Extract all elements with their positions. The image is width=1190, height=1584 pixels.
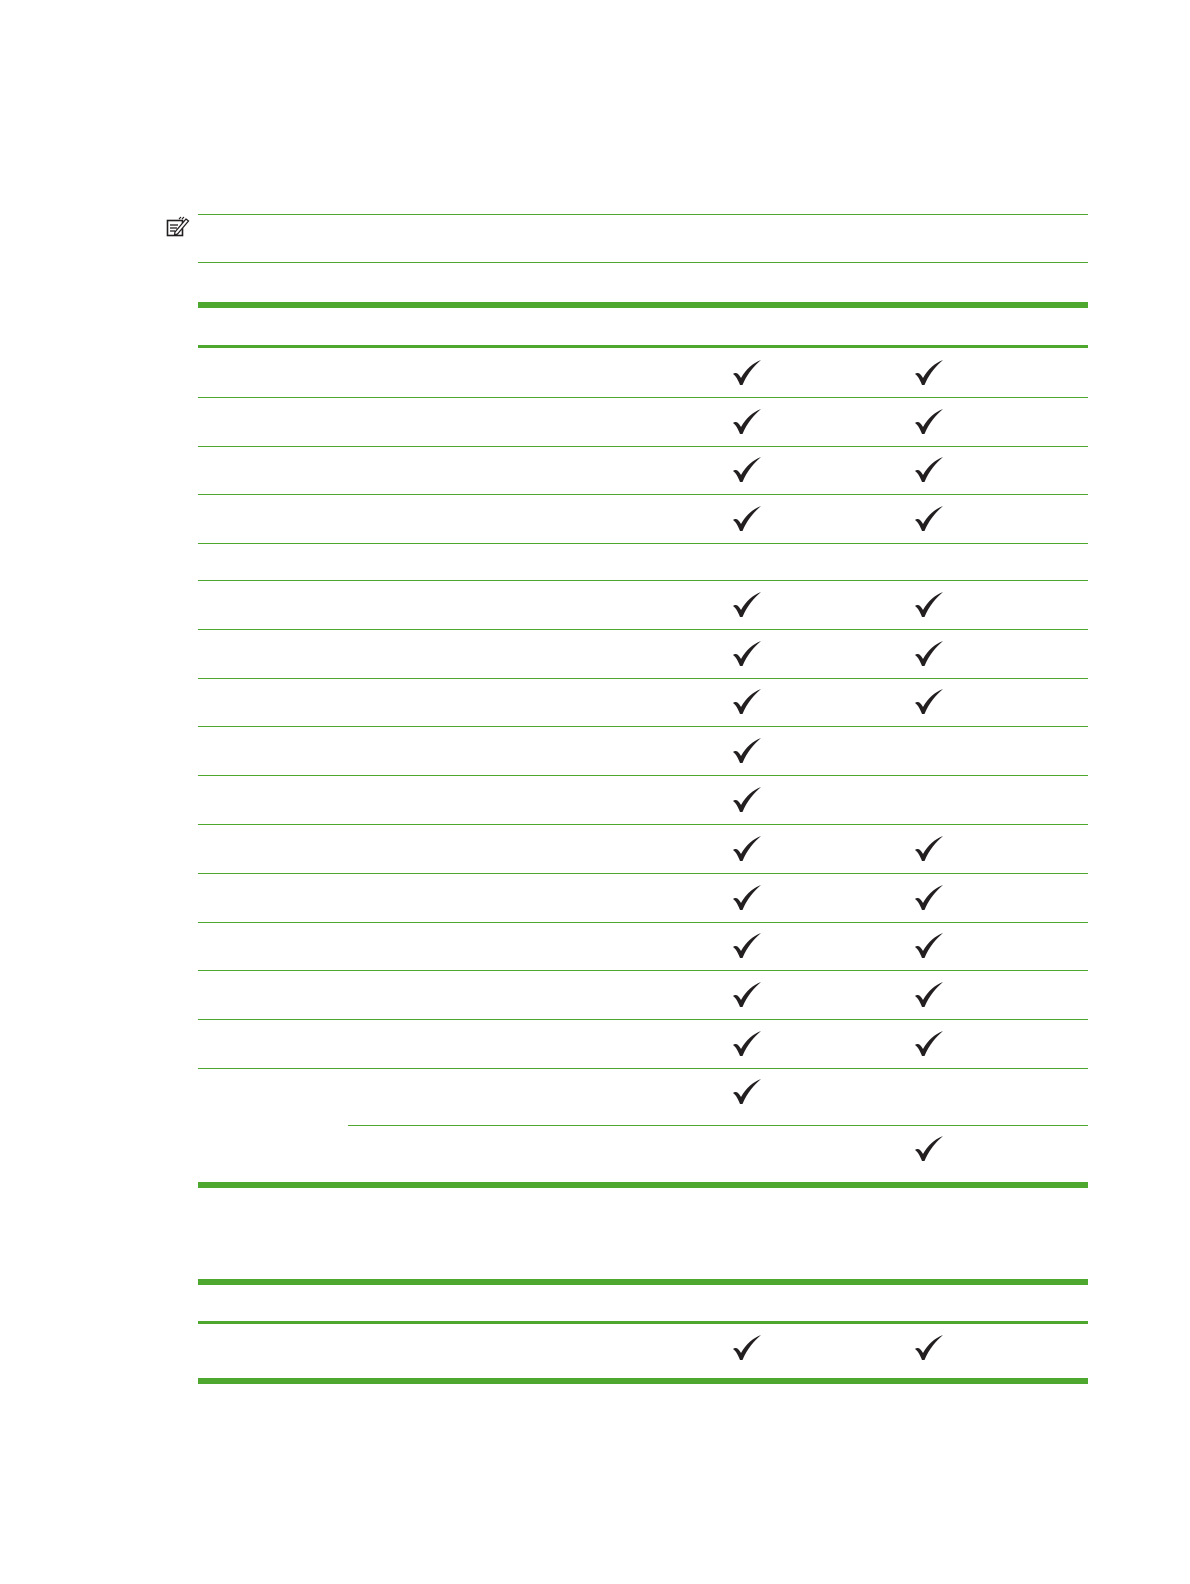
checkmark-icon <box>732 688 762 716</box>
checkmark-icon <box>914 1334 944 1362</box>
checkmark-icon <box>914 505 944 533</box>
checkmark-icon <box>914 1030 944 1058</box>
row-divider <box>198 873 1088 874</box>
checkmark-icon <box>914 408 944 436</box>
table-bottom-bar <box>198 1182 1088 1188</box>
row-divider <box>198 726 1088 727</box>
row-divider <box>198 494 1088 495</box>
checkmark-icon <box>732 1334 762 1362</box>
row-divider <box>198 824 1088 825</box>
checkmark-icon <box>732 737 762 765</box>
checkmark-icon <box>914 1135 944 1163</box>
row-divider <box>198 629 1088 630</box>
checkmark-icon <box>732 640 762 668</box>
checkmark-icon <box>732 1078 762 1106</box>
checkmark-icon <box>732 591 762 619</box>
checkmark-icon <box>914 884 944 912</box>
compatibility-table-2 <box>198 1279 1088 1385</box>
checkmark-icon <box>732 1030 762 1058</box>
checkmark-icon <box>732 786 762 814</box>
row-divider <box>198 775 1088 776</box>
checkmark-icon <box>914 456 944 484</box>
checkmark-icon <box>732 932 762 960</box>
checkmark-icon <box>732 505 762 533</box>
row-divider <box>198 543 1088 544</box>
row-divider <box>198 1068 1088 1069</box>
checkmark-icon <box>732 359 762 387</box>
row-divider <box>198 397 1088 398</box>
checkmark-icon <box>914 359 944 387</box>
note-box <box>198 214 1088 263</box>
checkmark-icon <box>914 640 944 668</box>
checkmark-icon <box>732 981 762 1009</box>
compatibility-table-1 <box>198 302 1088 1190</box>
checkmark-icon <box>732 884 762 912</box>
row-divider <box>198 970 1088 971</box>
checkmark-icon <box>914 932 944 960</box>
checkmark-icon <box>914 981 944 1009</box>
table-bottom-bar <box>198 1378 1088 1384</box>
checkmark-icon <box>914 835 944 863</box>
row-divider <box>198 922 1088 923</box>
checkmark-icon <box>732 408 762 436</box>
checkmark-icon <box>732 456 762 484</box>
row-divider <box>198 1019 1088 1020</box>
note-icon <box>166 216 190 238</box>
row-divider <box>198 678 1088 679</box>
checkmark-icon <box>732 835 762 863</box>
table-header-rule <box>198 1321 1088 1324</box>
table-header-rule <box>198 345 1088 348</box>
checkmark-icon <box>914 591 944 619</box>
table-top-bar <box>198 1279 1088 1285</box>
table-top-bar <box>198 302 1088 308</box>
row-divider <box>198 580 1088 581</box>
checkmark-icon <box>914 688 944 716</box>
row-divider <box>198 446 1088 447</box>
row-divider <box>348 1125 1088 1126</box>
